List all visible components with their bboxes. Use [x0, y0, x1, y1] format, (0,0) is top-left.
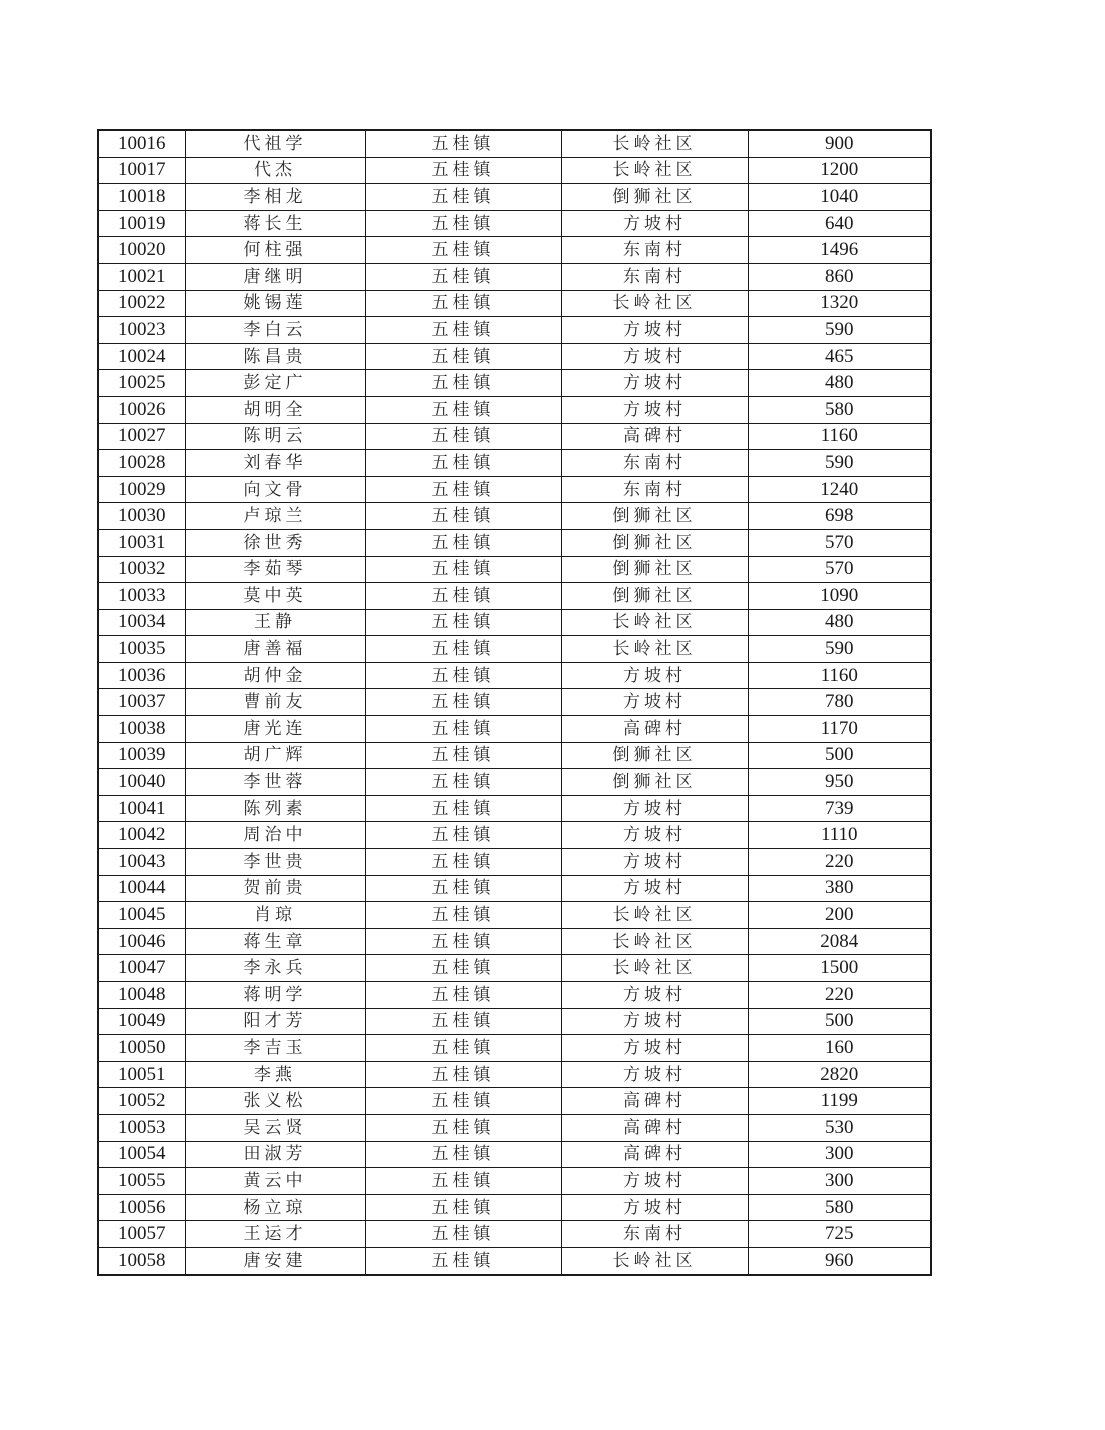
cell-amount: 1240: [748, 476, 931, 503]
cell-name: 李世贵: [185, 849, 365, 876]
cell-amount: 500: [748, 742, 931, 769]
cell-id: 10029: [98, 476, 185, 503]
cell-town: 五桂镇: [365, 290, 561, 317]
cell-id: 10049: [98, 1008, 185, 1035]
cell-village: 东南村: [561, 476, 748, 503]
cell-name: 代祖学: [185, 130, 365, 157]
cell-town: 五桂镇: [365, 583, 561, 610]
cell-town: 五桂镇: [365, 556, 561, 583]
cell-name: 周治中: [185, 822, 365, 849]
cell-amount: 530: [748, 1114, 931, 1141]
cell-town: 五桂镇: [365, 662, 561, 689]
cell-village: 倒狮社区: [561, 503, 748, 530]
table-row: [98, 1168, 931, 1195]
table-row: [98, 529, 931, 556]
table-row: [98, 662, 931, 689]
table-row: [98, 609, 931, 636]
cell-village: 长岭社区: [561, 290, 748, 317]
cell-name: 肖琼: [185, 902, 365, 929]
cell-town: 五桂镇: [365, 476, 561, 503]
cell-amount: 1500: [748, 955, 931, 982]
cell-town: 五桂镇: [365, 157, 561, 184]
table-row: [98, 130, 931, 157]
cell-town: 五桂镇: [365, 423, 561, 450]
cell-town: 五桂镇: [365, 1035, 561, 1062]
cell-name: 曹前友: [185, 689, 365, 716]
cell-amount: 960: [748, 1247, 931, 1274]
table-row: [98, 263, 931, 290]
cell-name: 陈列素: [185, 795, 365, 822]
cell-town: 五桂镇: [365, 237, 561, 264]
cell-village: 方坡村: [561, 1061, 748, 1088]
cell-amount: 698: [748, 503, 931, 530]
cell-name: 贺前贵: [185, 875, 365, 902]
cell-id: 10028: [98, 450, 185, 477]
cell-id: 10041: [98, 795, 185, 822]
table-row: [98, 689, 931, 716]
table-row: [98, 290, 931, 317]
table-row: [98, 1061, 931, 1088]
cell-name: 何柱强: [185, 237, 365, 264]
cell-amount: 300: [748, 1141, 931, 1168]
table-row: [98, 982, 931, 1009]
table-row: [98, 636, 931, 663]
cell-town: 五桂镇: [365, 130, 561, 157]
table-row: [98, 1247, 931, 1274]
cell-name: 代杰: [185, 157, 365, 184]
cell-village: 方坡村: [561, 370, 748, 397]
cell-amount: 570: [748, 529, 931, 556]
cell-amount: 590: [748, 636, 931, 663]
cell-id: 10022: [98, 290, 185, 317]
cell-village: 倒狮社区: [561, 583, 748, 610]
cell-town: 五桂镇: [365, 1221, 561, 1248]
cell-name: 李白云: [185, 317, 365, 344]
cell-amount: 900: [748, 130, 931, 157]
cell-amount: 739: [748, 795, 931, 822]
cell-id: 10042: [98, 822, 185, 849]
cell-town: 五桂镇: [365, 769, 561, 796]
cell-id: 10024: [98, 343, 185, 370]
cell-village: 方坡村: [561, 1168, 748, 1195]
cell-name: 蒋生章: [185, 928, 365, 955]
cell-amount: 1320: [748, 290, 931, 317]
cell-town: 五桂镇: [365, 503, 561, 530]
cell-town: 五桂镇: [365, 822, 561, 849]
cell-village: 高碑村: [561, 1088, 748, 1115]
cell-id: 10039: [98, 742, 185, 769]
cell-name: 黄云中: [185, 1168, 365, 1195]
cell-town: 五桂镇: [365, 1008, 561, 1035]
cell-village: 倒狮社区: [561, 769, 748, 796]
cell-name: 胡明全: [185, 396, 365, 423]
cell-name: 李燕: [185, 1061, 365, 1088]
cell-village: 方坡村: [561, 343, 748, 370]
cell-id: 10023: [98, 317, 185, 344]
cell-id: 10056: [98, 1194, 185, 1221]
cell-town: 五桂镇: [365, 902, 561, 929]
cell-village: 长岭社区: [561, 636, 748, 663]
cell-name: 莫中英: [185, 583, 365, 610]
cell-amount: 480: [748, 370, 931, 397]
cell-name: 李世蓉: [185, 769, 365, 796]
cell-village: 方坡村: [561, 210, 748, 237]
cell-village: 方坡村: [561, 662, 748, 689]
cell-town: 五桂镇: [365, 1194, 561, 1221]
cell-town: 五桂镇: [365, 1088, 561, 1115]
cell-id: 10046: [98, 928, 185, 955]
cell-id: 10019: [98, 210, 185, 237]
cell-name: 陈明云: [185, 423, 365, 450]
cell-town: 五桂镇: [365, 1168, 561, 1195]
cell-name: 杨立琼: [185, 1194, 365, 1221]
cell-name: 唐安建: [185, 1247, 365, 1274]
table-row: [98, 1035, 931, 1062]
table-row: [98, 928, 931, 955]
cell-id: 10054: [98, 1141, 185, 1168]
cell-id: 10026: [98, 396, 185, 423]
cell-id: 10030: [98, 503, 185, 530]
cell-amount: 300: [748, 1168, 931, 1195]
cell-name: 向文骨: [185, 476, 365, 503]
cell-village: 方坡村: [561, 689, 748, 716]
cell-amount: 1040: [748, 184, 931, 211]
cell-village: 高碑村: [561, 423, 748, 450]
table-row: [98, 423, 931, 450]
cell-town: 五桂镇: [365, 1061, 561, 1088]
cell-village: 方坡村: [561, 1008, 748, 1035]
cell-town: 五桂镇: [365, 184, 561, 211]
cell-amount: 1160: [748, 423, 931, 450]
table-row: [98, 1088, 931, 1115]
cell-amount: 950: [748, 769, 931, 796]
cell-amount: 1110: [748, 822, 931, 849]
cell-name: 田淑芳: [185, 1141, 365, 1168]
cell-town: 五桂镇: [365, 210, 561, 237]
table-row: [98, 716, 931, 743]
cell-name: 李茹琴: [185, 556, 365, 583]
cell-amount: 860: [748, 263, 931, 290]
cell-id: 10035: [98, 636, 185, 663]
cell-id: 10025: [98, 370, 185, 397]
cell-name: 陈昌贵: [185, 343, 365, 370]
roster-table: [97, 129, 932, 1276]
cell-id: 10040: [98, 769, 185, 796]
cell-name: 唐继明: [185, 263, 365, 290]
cell-id: 10057: [98, 1221, 185, 1248]
table-row: [98, 184, 931, 211]
cell-id: 10053: [98, 1114, 185, 1141]
cell-amount: 1160: [748, 662, 931, 689]
cell-village: 方坡村: [561, 822, 748, 849]
cell-village: 东南村: [561, 237, 748, 264]
cell-village: 方坡村: [561, 875, 748, 902]
cell-id: 10031: [98, 529, 185, 556]
cell-amount: 220: [748, 982, 931, 1009]
cell-village: 倒狮社区: [561, 742, 748, 769]
cell-village: 东南村: [561, 1221, 748, 1248]
cell-name: 李相龙: [185, 184, 365, 211]
table-row: [98, 795, 931, 822]
cell-village: 方坡村: [561, 317, 748, 344]
cell-amount: 160: [748, 1035, 931, 1062]
cell-amount: 2820: [748, 1061, 931, 1088]
cell-town: 五桂镇: [365, 982, 561, 1009]
cell-town: 五桂镇: [365, 450, 561, 477]
cell-name: 唐光连: [185, 716, 365, 743]
cell-amount: 1496: [748, 237, 931, 264]
cell-village: 长岭社区: [561, 130, 748, 157]
cell-name: 胡广辉: [185, 742, 365, 769]
cell-id: 10052: [98, 1088, 185, 1115]
table-row: [98, 370, 931, 397]
cell-town: 五桂镇: [365, 742, 561, 769]
cell-town: 五桂镇: [365, 795, 561, 822]
cell-amount: 590: [748, 450, 931, 477]
table-row: [98, 396, 931, 423]
cell-id: 10020: [98, 237, 185, 264]
cell-id: 10050: [98, 1035, 185, 1062]
cell-id: 10058: [98, 1247, 185, 1274]
cell-village: 方坡村: [561, 982, 748, 1009]
cell-town: 五桂镇: [365, 875, 561, 902]
cell-village: 高碑村: [561, 1114, 748, 1141]
cell-town: 五桂镇: [365, 317, 561, 344]
table-row: [98, 1008, 931, 1035]
cell-amount: 465: [748, 343, 931, 370]
table-row: [98, 1194, 931, 1221]
cell-town: 五桂镇: [365, 928, 561, 955]
cell-village: 方坡村: [561, 1194, 748, 1221]
cell-name: 徐世秀: [185, 529, 365, 556]
table-row: [98, 343, 931, 370]
table-row: [98, 157, 931, 184]
cell-town: 五桂镇: [365, 849, 561, 876]
cell-name: 阳才芳: [185, 1008, 365, 1035]
cell-amount: 380: [748, 875, 931, 902]
cell-village: 倒狮社区: [561, 529, 748, 556]
table-row: [98, 849, 931, 876]
cell-name: 李永兵: [185, 955, 365, 982]
cell-id: 10037: [98, 689, 185, 716]
cell-amount: 2084: [748, 928, 931, 955]
cell-village: 倒狮社区: [561, 184, 748, 211]
cell-amount: 1200: [748, 157, 931, 184]
cell-amount: 1199: [748, 1088, 931, 1115]
cell-town: 五桂镇: [365, 955, 561, 982]
cell-id: 10047: [98, 955, 185, 982]
cell-name: 刘春华: [185, 450, 365, 477]
table-row: [98, 742, 931, 769]
cell-id: 10033: [98, 583, 185, 610]
cell-village: 高碑村: [561, 1141, 748, 1168]
cell-village: 东南村: [561, 450, 748, 477]
cell-town: 五桂镇: [365, 636, 561, 663]
cell-town: 五桂镇: [365, 370, 561, 397]
table-row: [98, 769, 931, 796]
table-row: [98, 902, 931, 929]
cell-town: 五桂镇: [365, 1247, 561, 1274]
cell-village: 方坡村: [561, 795, 748, 822]
cell-id: 10034: [98, 609, 185, 636]
cell-name: 王运才: [185, 1221, 365, 1248]
cell-id: 10021: [98, 263, 185, 290]
cell-village: 东南村: [561, 263, 748, 290]
table-row: [98, 1114, 931, 1141]
cell-id: 10045: [98, 902, 185, 929]
cell-id: 10038: [98, 716, 185, 743]
cell-amount: 580: [748, 1194, 931, 1221]
cell-id: 10017: [98, 157, 185, 184]
cell-town: 五桂镇: [365, 396, 561, 423]
cell-id: 10036: [98, 662, 185, 689]
cell-village: 方坡村: [561, 396, 748, 423]
cell-town: 五桂镇: [365, 1141, 561, 1168]
table-row: [98, 822, 931, 849]
table-row: [98, 317, 931, 344]
table-row: [98, 450, 931, 477]
table-row: [98, 556, 931, 583]
cell-village: 长岭社区: [561, 1247, 748, 1274]
cell-name: 蒋长生: [185, 210, 365, 237]
cell-amount: 640: [748, 210, 931, 237]
cell-name: 王静: [185, 609, 365, 636]
cell-town: 五桂镇: [365, 689, 561, 716]
cell-id: 10055: [98, 1168, 185, 1195]
cell-amount: 480: [748, 609, 931, 636]
cell-town: 五桂镇: [365, 263, 561, 290]
cell-village: 高碑村: [561, 716, 748, 743]
cell-village: 长岭社区: [561, 609, 748, 636]
cell-town: 五桂镇: [365, 609, 561, 636]
cell-village: 方坡村: [561, 1035, 748, 1062]
cell-amount: 1170: [748, 716, 931, 743]
table-row: [98, 1221, 931, 1248]
cell-name: 唐善福: [185, 636, 365, 663]
cell-village: 方坡村: [561, 849, 748, 876]
table-row: [98, 210, 931, 237]
cell-name: 张义松: [185, 1088, 365, 1115]
cell-amount: 1090: [748, 583, 931, 610]
cell-town: 五桂镇: [365, 529, 561, 556]
cell-town: 五桂镇: [365, 1114, 561, 1141]
cell-id: 10018: [98, 184, 185, 211]
cell-name: 吴云贤: [185, 1114, 365, 1141]
cell-amount: 570: [748, 556, 931, 583]
cell-amount: 500: [748, 1008, 931, 1035]
table-row: [98, 503, 931, 530]
cell-amount: 220: [748, 849, 931, 876]
cell-amount: 580: [748, 396, 931, 423]
table-row: [98, 237, 931, 264]
table-row: [98, 476, 931, 503]
cell-amount: 725: [748, 1221, 931, 1248]
table-row: [98, 1141, 931, 1168]
cell-village: 倒狮社区: [561, 556, 748, 583]
table-row: [98, 955, 931, 982]
cell-id: 10043: [98, 849, 185, 876]
cell-amount: 200: [748, 902, 931, 929]
cell-id: 10027: [98, 423, 185, 450]
cell-id: 10048: [98, 982, 185, 1009]
cell-id: 10051: [98, 1061, 185, 1088]
table-row: [98, 875, 931, 902]
cell-name: 李吉玉: [185, 1035, 365, 1062]
cell-town: 五桂镇: [365, 343, 561, 370]
cell-name: 胡仲金: [185, 662, 365, 689]
cell-name: 彭定广: [185, 370, 365, 397]
cell-amount: 590: [748, 317, 931, 344]
cell-village: 长岭社区: [561, 928, 748, 955]
cell-village: 长岭社区: [561, 902, 748, 929]
cell-id: 10044: [98, 875, 185, 902]
cell-id: 10032: [98, 556, 185, 583]
roster-table-body: [98, 130, 931, 1275]
cell-name: 蒋明学: [185, 982, 365, 1009]
cell-village: 长岭社区: [561, 157, 748, 184]
cell-town: 五桂镇: [365, 716, 561, 743]
cell-name: 姚锡莲: [185, 290, 365, 317]
cell-id: 10016: [98, 130, 185, 157]
cell-amount: 780: [748, 689, 931, 716]
cell-name: 卢琼兰: [185, 503, 365, 530]
table-row: [98, 583, 931, 610]
cell-village: 长岭社区: [561, 955, 748, 982]
